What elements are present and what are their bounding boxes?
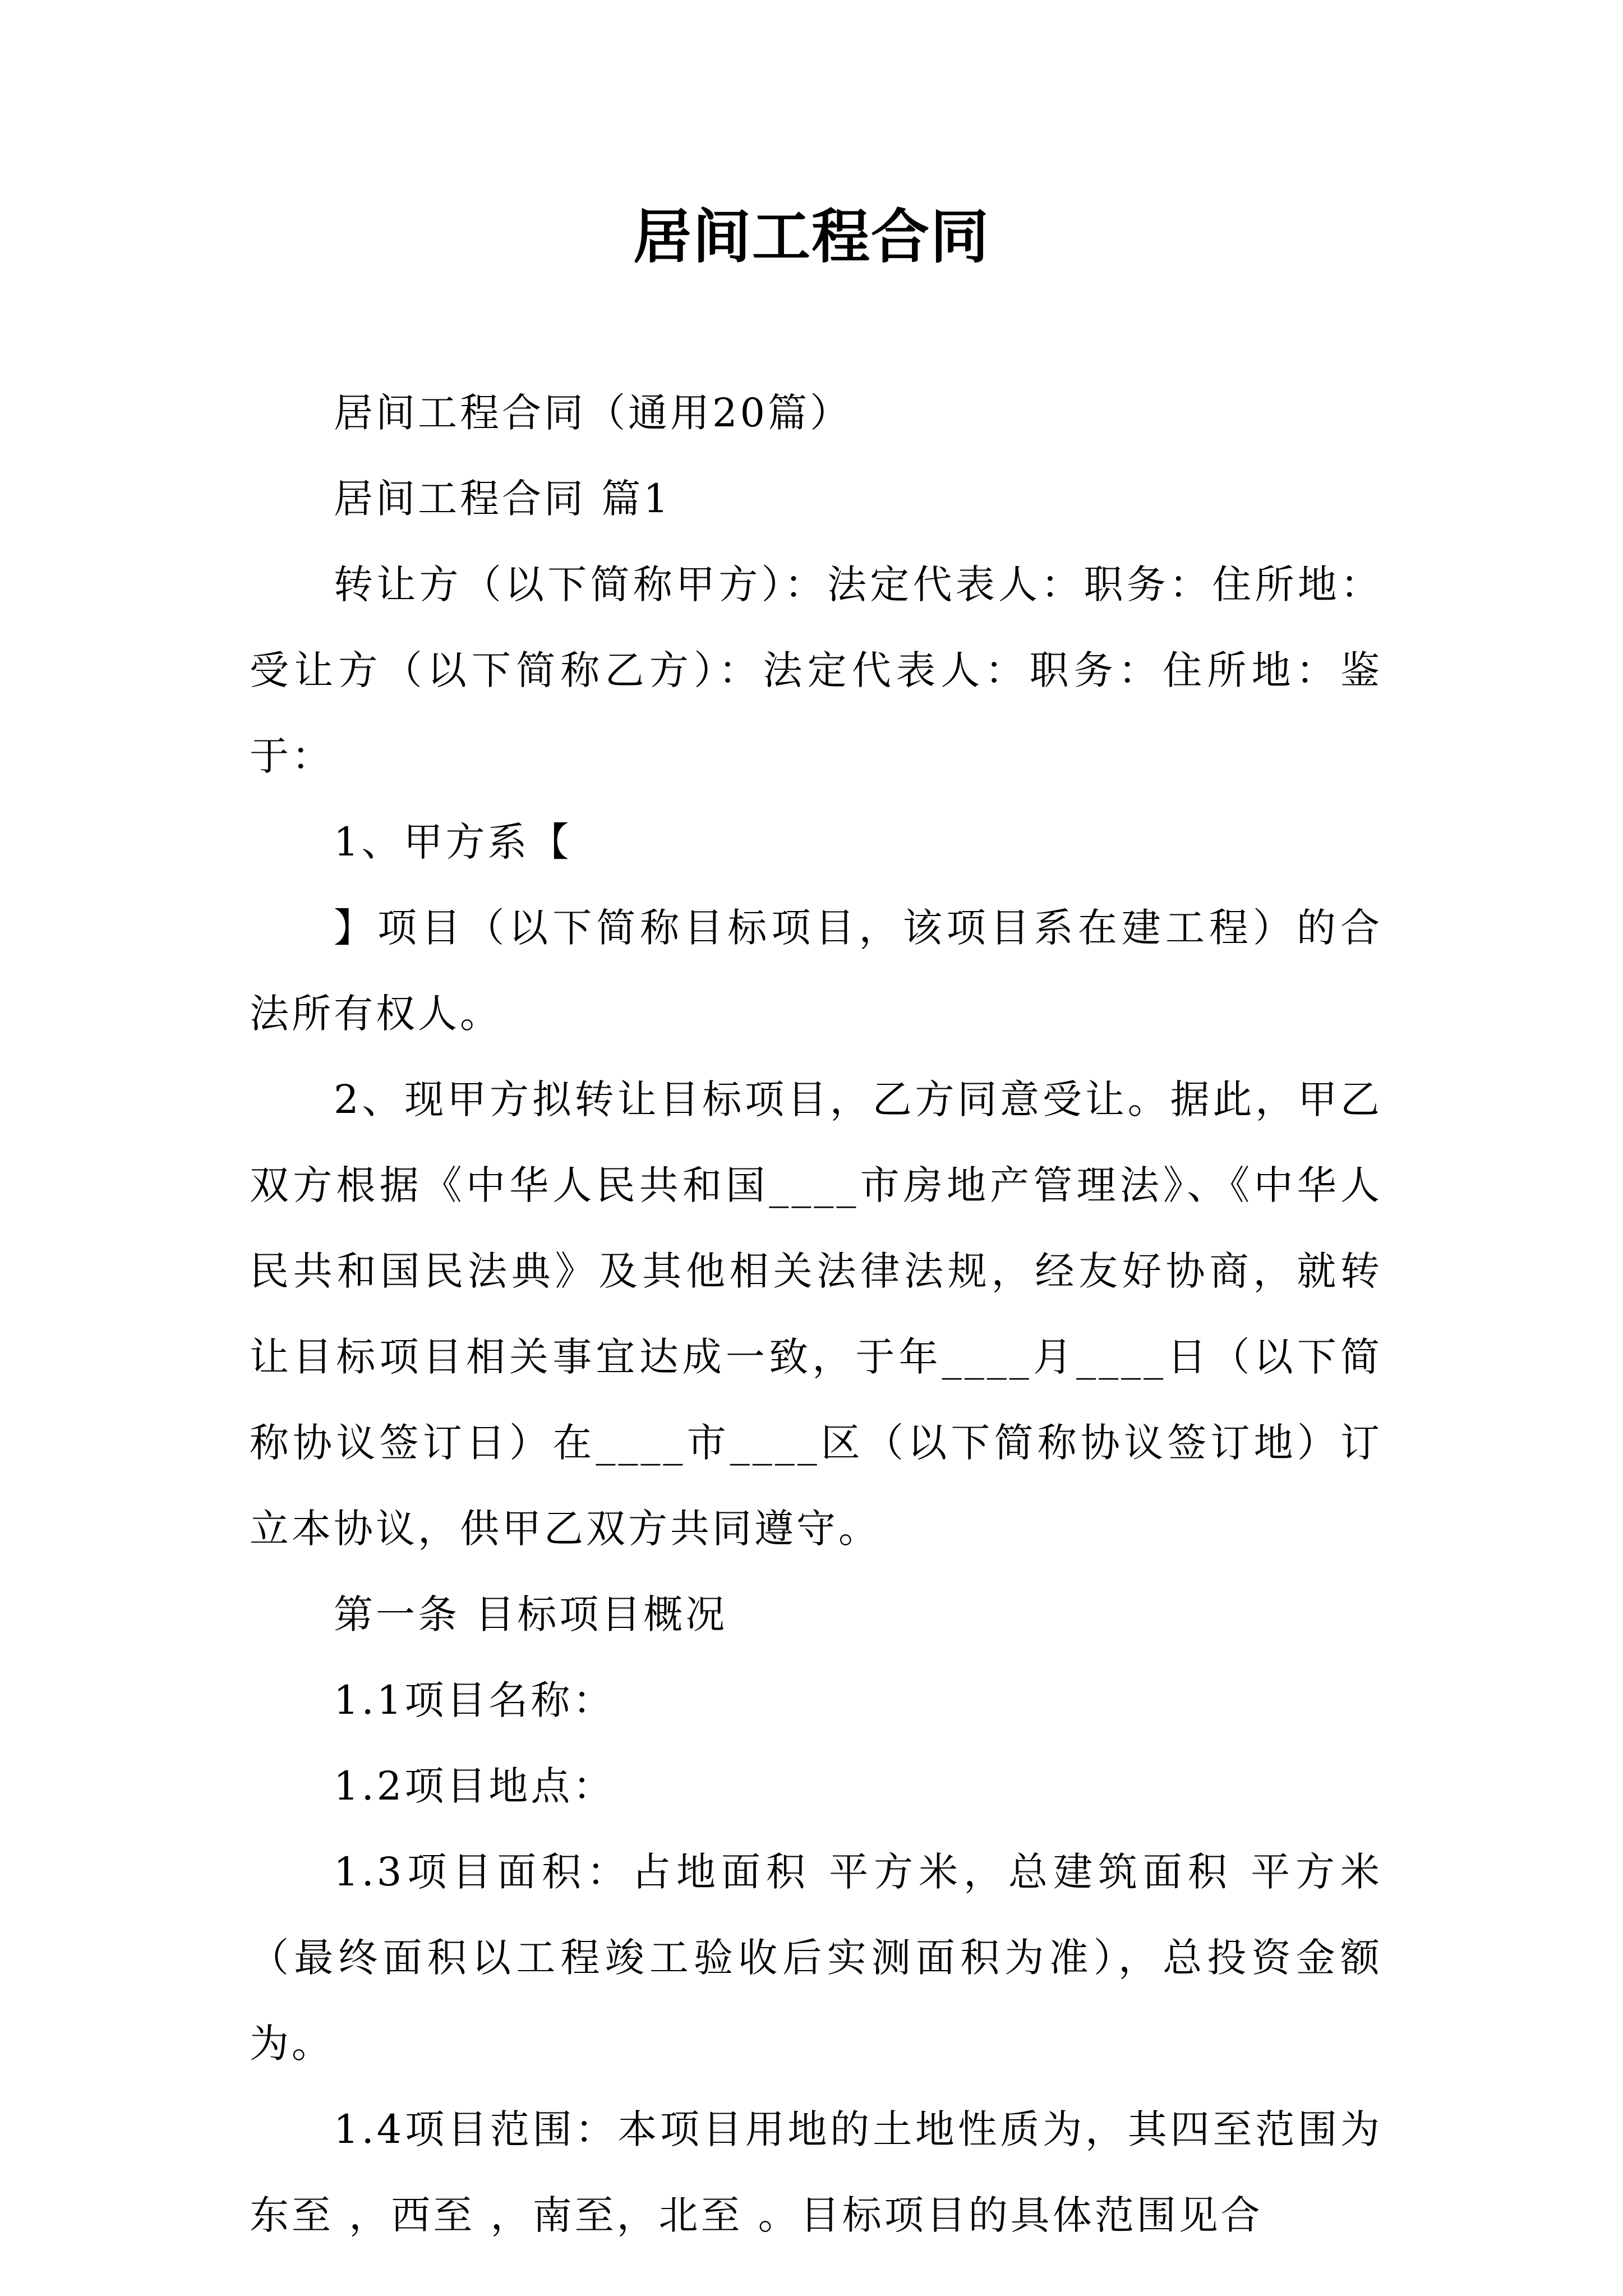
document-title: 居间工程合同 bbox=[633, 203, 990, 271]
paragraph-article-1-heading: 第一条 目标项目概况 bbox=[334, 1591, 728, 1637]
paragraph-section-heading: 居间工程合同 篇1 bbox=[334, 476, 671, 522]
paragraph-item-1-3: 1.3项目面积：占地面积 平方米，总建筑面积 平方米（最终面积以工程竣工验收后实测面积为准），总投资金额为。 bbox=[250, 1849, 1382, 2067]
paragraph-item-1-2: 1.2项目地点： bbox=[334, 1763, 615, 1809]
document-body bbox=[250, 370, 1382, 2258]
paragraph-clause-2: 2、现甲方拟转让目标项目，乙方同意受让。据此，甲乙双方根据《中华人民共和国____市房地产管理法》、《中华人民共和国民法典》及其他相关法律法规，经友好协商，就转让目标项目相关事宜达成一致，于年____月____日（以下简称协议签订日）在____市____区（以下简称协议签订地）订立本协议，供甲乙双方共同遵守。 bbox=[250, 1076, 1382, 1552]
paragraph-clause-1-continued: 】项目（以下简称目标项目，该项目系在建工程）的合法所有权人。 bbox=[250, 905, 1382, 1037]
paragraph-item-1-1: 1.1项目名称： bbox=[334, 1677, 615, 1723]
paragraph-clause-1: 1、甲方系【 bbox=[334, 819, 572, 865]
paragraph-parties: 转让方（以下简称甲方）：法定代表人：职务：住所地：受让方（以下简称乙方）：法定代表人：职务：住所地：鉴于： bbox=[250, 562, 1382, 779]
paragraph-item-1-4: 1.4项目范围：本项目用地的土地性质为，其四至范围为东至 ，西至 ，南至，北至 。目标项目的具体范围见合 bbox=[250, 2106, 1382, 2238]
paragraph-subtitle: 居间工程合同（通用20篇） bbox=[334, 390, 852, 436]
